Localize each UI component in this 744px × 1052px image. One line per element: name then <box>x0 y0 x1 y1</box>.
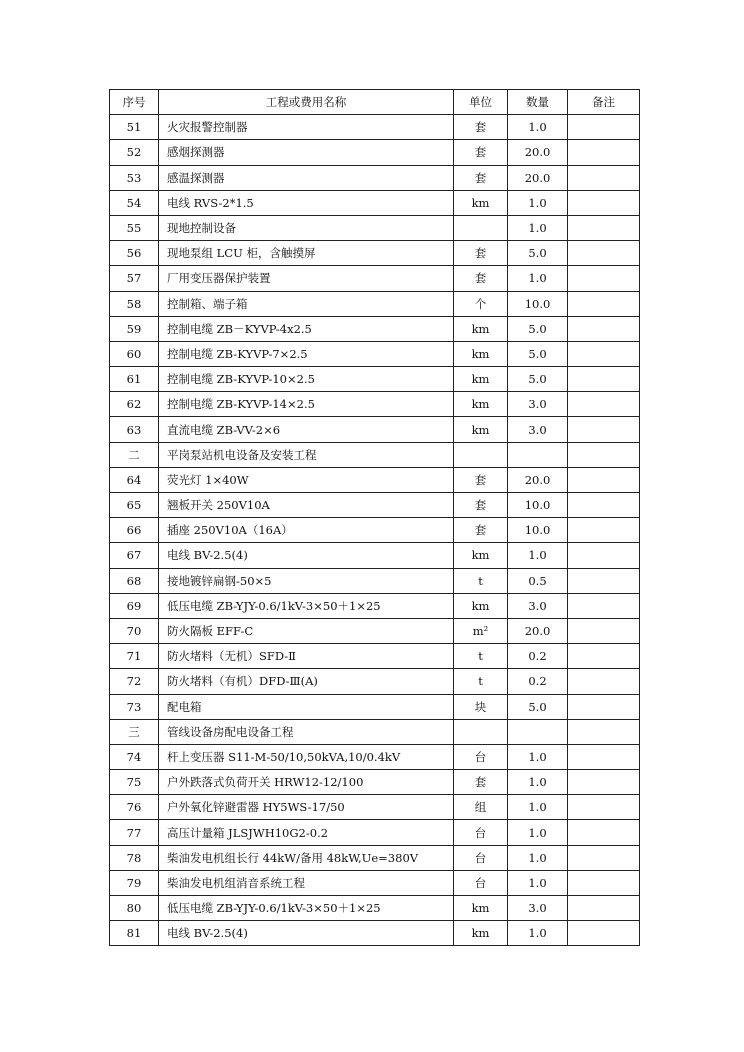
cell-note <box>568 165 640 190</box>
cell-note <box>568 417 640 442</box>
cell-qty <box>508 442 568 467</box>
cell-no: 71 <box>110 644 159 669</box>
cell-note <box>568 140 640 165</box>
table-row <box>110 367 640 392</box>
cell-name: 电线 BV-2.5(4) <box>159 543 454 568</box>
table-row <box>110 190 640 215</box>
cell-unit: 套 <box>454 518 508 543</box>
cell-name: 感烟探测器 <box>159 140 454 165</box>
cell-name: 柴油发电机组长行 44kW/备用 48kW,Ue=380V <box>159 845 454 870</box>
cell-qty: 1.0 <box>508 795 568 820</box>
cell-name: 平岗泵站机电设备及安装工程 <box>159 442 454 467</box>
cell-name: 插座 250V10A（16A） <box>159 518 454 543</box>
cell-unit: 台 <box>454 870 508 895</box>
cell-no: 54 <box>110 190 159 215</box>
cell-no: 61 <box>110 367 159 392</box>
cell-unit: km <box>454 543 508 568</box>
cell-note <box>568 870 640 895</box>
cell-qty: 0.2 <box>508 669 568 694</box>
cell-note <box>568 467 640 492</box>
header-no: 序号 <box>110 90 159 115</box>
table-row <box>110 618 640 643</box>
cell-no: 74 <box>110 744 159 769</box>
table-row <box>110 896 640 921</box>
cell-no: 60 <box>110 341 159 366</box>
cell-name: 配电箱 <box>159 694 454 719</box>
cell-qty: 20.0 <box>508 467 568 492</box>
cell-no: 二 <box>110 442 159 467</box>
cell-unit: m² <box>454 618 508 643</box>
cell-name: 翘板开关 250V10A <box>159 493 454 518</box>
cell-unit: 套 <box>454 165 508 190</box>
cell-unit: 台 <box>454 845 508 870</box>
table-header-row <box>110 90 640 115</box>
table-row <box>110 140 640 165</box>
cell-note <box>568 795 640 820</box>
cell-qty: 1.0 <box>508 744 568 769</box>
cell-unit: km <box>454 341 508 366</box>
cell-note <box>568 744 640 769</box>
cell-qty: 10.0 <box>508 493 568 518</box>
cell-unit: 套 <box>454 770 508 795</box>
table-row <box>110 165 640 190</box>
table-row <box>110 467 640 492</box>
cell-unit: t <box>454 568 508 593</box>
cell-note <box>568 241 640 266</box>
cell-no: 55 <box>110 215 159 240</box>
table-body <box>110 115 640 946</box>
cell-no: 三 <box>110 719 159 744</box>
cell-note <box>568 266 640 291</box>
cell-qty: 0.2 <box>508 644 568 669</box>
cell-unit: km <box>454 316 508 341</box>
table-row <box>110 770 640 795</box>
cell-qty: 3.0 <box>508 392 568 417</box>
cell-note <box>568 190 640 215</box>
cell-no: 58 <box>110 291 159 316</box>
cell-no: 81 <box>110 921 159 946</box>
cell-name: 现地泵组 LCU 柜，含触摸屏 <box>159 241 454 266</box>
cell-name: 管线设备房配电设备工程 <box>159 719 454 744</box>
cell-note <box>568 367 640 392</box>
table-row <box>110 215 640 240</box>
table-row <box>110 316 640 341</box>
table-row <box>110 493 640 518</box>
cell-unit: km <box>454 896 508 921</box>
cell-name: 感温探测器 <box>159 165 454 190</box>
cell-unit <box>454 719 508 744</box>
table-row <box>110 744 640 769</box>
cell-note <box>568 568 640 593</box>
cell-unit: t <box>454 669 508 694</box>
table-row <box>110 341 640 366</box>
cell-qty: 1.0 <box>508 845 568 870</box>
equipment-table <box>109 89 640 946</box>
cell-no: 80 <box>110 896 159 921</box>
cell-no: 69 <box>110 593 159 618</box>
cell-note <box>568 316 640 341</box>
cell-name: 低压电缆 ZB-YJY-0.6/1kV-3×50＋1×25 <box>159 593 454 618</box>
cell-name: 接地镀锌扁钢-50×5 <box>159 568 454 593</box>
header-note: 备注 <box>568 90 640 115</box>
cell-no: 67 <box>110 543 159 568</box>
cell-note <box>568 921 640 946</box>
cell-no: 65 <box>110 493 159 518</box>
cell-no: 78 <box>110 845 159 870</box>
cell-qty: 0.5 <box>508 568 568 593</box>
cell-no: 53 <box>110 165 159 190</box>
cell-no: 57 <box>110 266 159 291</box>
header-name: 工程或费用名称 <box>159 90 454 115</box>
cell-qty: 20.0 <box>508 165 568 190</box>
cell-note <box>568 518 640 543</box>
cell-qty: 1.0 <box>508 543 568 568</box>
cell-name: 防火堵料（无机）SFD-Ⅱ <box>159 644 454 669</box>
cell-name: 控制电缆 ZB－KYVP-4x2.5 <box>159 316 454 341</box>
cell-qty: 3.0 <box>508 417 568 442</box>
cell-note <box>568 442 640 467</box>
cell-unit: 套 <box>454 266 508 291</box>
cell-name: 控制箱、端子箱 <box>159 291 454 316</box>
cell-note <box>568 543 640 568</box>
cell-name: 现地控制设备 <box>159 215 454 240</box>
cell-no: 63 <box>110 417 159 442</box>
cell-no: 59 <box>110 316 159 341</box>
cell-qty: 20.0 <box>508 618 568 643</box>
cell-qty: 5.0 <box>508 241 568 266</box>
cell-unit: 套 <box>454 467 508 492</box>
cell-no: 56 <box>110 241 159 266</box>
cell-qty <box>508 719 568 744</box>
cell-no: 62 <box>110 392 159 417</box>
cell-qty: 5.0 <box>508 694 568 719</box>
cell-qty: 1.0 <box>508 820 568 845</box>
cell-unit: 套 <box>454 493 508 518</box>
cell-name: 户外跌落式负荷开关 HRW12-12/100 <box>159 770 454 795</box>
cell-qty: 3.0 <box>508 593 568 618</box>
cell-name: 厂用变压器保护装置 <box>159 266 454 291</box>
cell-no: 68 <box>110 568 159 593</box>
cell-name: 控制电缆 ZB-KYVP-10×2.5 <box>159 367 454 392</box>
table-row <box>110 115 640 140</box>
cell-qty: 20.0 <box>508 140 568 165</box>
cell-note <box>568 291 640 316</box>
cell-note <box>568 115 640 140</box>
cell-name: 高压计量箱 JLSJWH10G2-0.2 <box>159 820 454 845</box>
cell-qty: 5.0 <box>508 367 568 392</box>
cell-note <box>568 341 640 366</box>
table-row <box>110 543 640 568</box>
cell-name: 防火隔板 EFF-C <box>159 618 454 643</box>
table-row <box>110 845 640 870</box>
cell-qty: 5.0 <box>508 316 568 341</box>
header-qty: 数量 <box>508 90 568 115</box>
cell-qty: 1.0 <box>508 921 568 946</box>
table-row <box>110 241 640 266</box>
cell-no: 77 <box>110 820 159 845</box>
cell-name: 火灾报警控制器 <box>159 115 454 140</box>
cell-no: 52 <box>110 140 159 165</box>
table-row <box>110 820 640 845</box>
cell-name: 杆上变压器 S11-M-50/10,50kVA,10/0.4kV <box>159 744 454 769</box>
cell-note <box>568 593 640 618</box>
cell-note <box>568 392 640 417</box>
cell-no: 66 <box>110 518 159 543</box>
cell-no: 76 <box>110 795 159 820</box>
cell-no: 75 <box>110 770 159 795</box>
table-row <box>110 417 640 442</box>
cell-name: 电线 BV-2.5(4) <box>159 921 454 946</box>
table-row <box>110 669 640 694</box>
table-row <box>110 870 640 895</box>
cell-note <box>568 669 640 694</box>
cell-name: 直流电缆 ZB-VV-2×6 <box>159 417 454 442</box>
cell-qty: 1.0 <box>508 770 568 795</box>
cell-name: 防火堵料（有机）DFD-Ⅲ(A) <box>159 669 454 694</box>
cell-unit: 台 <box>454 820 508 845</box>
cell-no: 70 <box>110 618 159 643</box>
table-row <box>110 518 640 543</box>
cell-unit: km <box>454 367 508 392</box>
cell-unit: 组 <box>454 795 508 820</box>
cell-qty: 1.0 <box>508 870 568 895</box>
table-row <box>110 442 640 467</box>
cell-name: 电线 RVS-2*1.5 <box>159 190 454 215</box>
table-row <box>110 795 640 820</box>
cell-qty: 1.0 <box>508 215 568 240</box>
cell-unit: km <box>454 392 508 417</box>
cell-unit: km <box>454 921 508 946</box>
header-unit: 单位 <box>454 90 508 115</box>
cell-name: 荧光灯 1×40W <box>159 467 454 492</box>
cell-unit: 套 <box>454 140 508 165</box>
cell-no: 64 <box>110 467 159 492</box>
cell-qty: 1.0 <box>508 115 568 140</box>
table-row <box>110 392 640 417</box>
cell-qty: 10.0 <box>508 291 568 316</box>
cell-name: 低压电缆 ZB-YJY-0.6/1kV-3×50＋1×25 <box>159 896 454 921</box>
cell-name: 控制电缆 ZB-KYVP-7×2.5 <box>159 341 454 366</box>
cell-note <box>568 820 640 845</box>
cell-unit: 块 <box>454 694 508 719</box>
cell-name: 控制电缆 ZB-KYVP-14×2.5 <box>159 392 454 417</box>
cell-unit: km <box>454 417 508 442</box>
cell-unit: 套 <box>454 115 508 140</box>
cell-name: 柴油发电机组消音系统工程 <box>159 870 454 895</box>
cell-note <box>568 493 640 518</box>
cell-unit <box>454 442 508 467</box>
cell-note <box>568 618 640 643</box>
cell-no: 51 <box>110 115 159 140</box>
table-row <box>110 266 640 291</box>
cell-unit: 台 <box>454 744 508 769</box>
cell-unit <box>454 215 508 240</box>
cell-note <box>568 694 640 719</box>
table-row <box>110 719 640 744</box>
cell-unit: t <box>454 644 508 669</box>
table-row <box>110 568 640 593</box>
cell-note <box>568 845 640 870</box>
cell-no: 79 <box>110 870 159 895</box>
cell-qty: 1.0 <box>508 266 568 291</box>
cell-qty: 3.0 <box>508 896 568 921</box>
table-row <box>110 593 640 618</box>
cell-qty: 5.0 <box>508 341 568 366</box>
cell-qty: 1.0 <box>508 190 568 215</box>
cell-no: 72 <box>110 669 159 694</box>
cell-qty: 10.0 <box>508 518 568 543</box>
cell-name: 户外氧化锌避雷器 HY5WS-17/50 <box>159 795 454 820</box>
cell-note <box>568 215 640 240</box>
table-row <box>110 291 640 316</box>
cell-unit: km <box>454 593 508 618</box>
cell-no: 73 <box>110 694 159 719</box>
table-row <box>110 921 640 946</box>
table-row <box>110 694 640 719</box>
cell-note <box>568 644 640 669</box>
cell-note <box>568 719 640 744</box>
cell-unit: km <box>454 190 508 215</box>
table-row <box>110 644 640 669</box>
cell-unit: 套 <box>454 241 508 266</box>
cell-unit: 个 <box>454 291 508 316</box>
cell-note <box>568 896 640 921</box>
cell-note <box>568 770 640 795</box>
